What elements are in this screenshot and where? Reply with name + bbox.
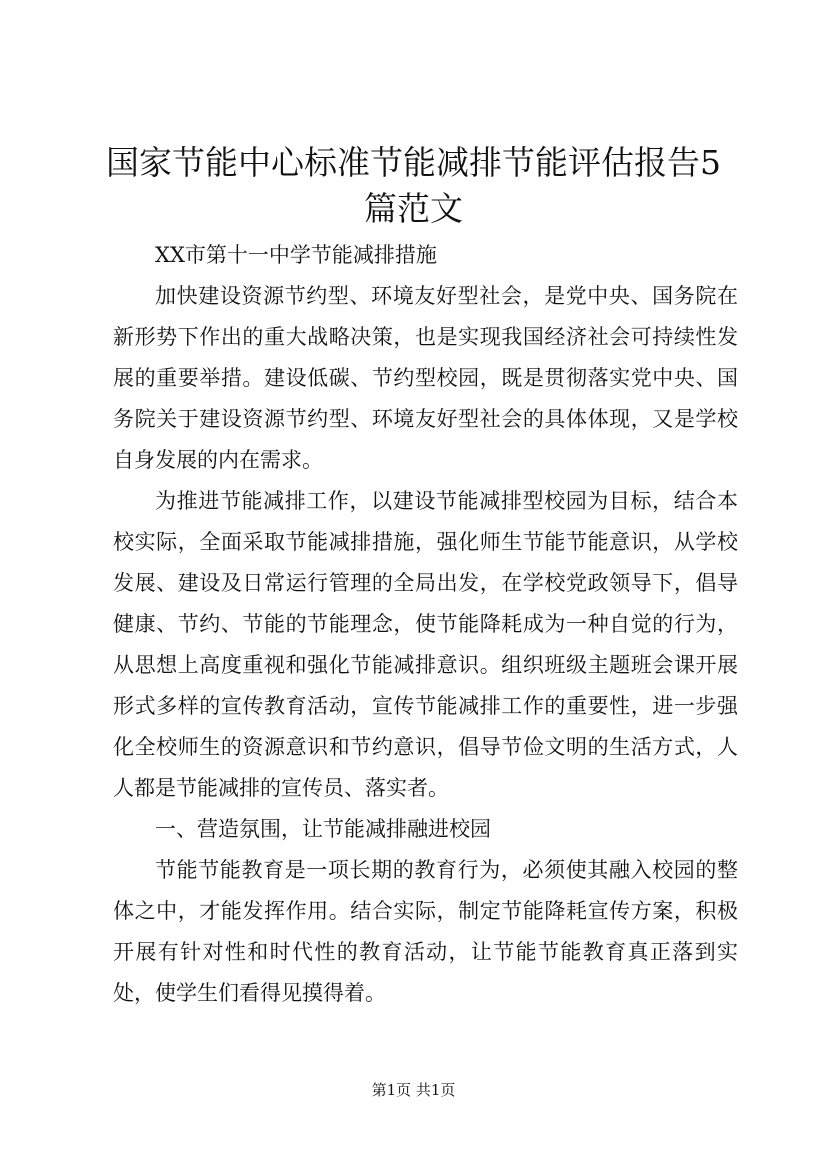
body-paragraph: 节能节能教育是一项长期的教育行为，必须使其融入校园的整体之中，才能发挥作用。结合实际，制定节能降耗宣传方案，积极开展有针对性和时代性的教育活动，让节能节能教育真正落到实处，使学生们看得见摸得着。: [113, 858, 738, 1005]
body-paragraph: 为推进节能减排工作，以建设节能减排型校园为目标，结合本校实际，全面采取节能减排措施，强化师生节能节能意识，从学校发展、建设及日常运行管理的全局出发，在学校党政领导下，倡导健康、节约、节能的节能理念，使节能降耗成为一种自觉的行为，从思想上高度重视和强化节能减排意识。组织班级主题班会课开展形式多样的宣传教育活动，宣传节能减排工作的重要性，进一步强化全校师生的资源意识和节约意识，倡导节俭文明的生活方式，人人都是节能减排的宣传员、落实者。: [113, 489, 738, 800]
page-footer: 第1页 共1页: [371, 1081, 456, 1099]
section-heading: 一、营造氛围，让节能减排融进校园: [155, 817, 491, 841]
document-body: [113, 235, 738, 1014]
document-title: 国家节能中心标准节能减排节能评估报告5篇范文: [106, 143, 721, 228]
body-paragraph: 加快建设资源节约型、环境友好型社会，是党中央、国务院在新形势下作出的重大战略决策，也是实现我国经济社会可持续性发展的重要举措。建设低碳、节约型校园，既是贯彻落实党中央、国务院关于建设资源节约型、环境友好型社会的具体体现，又是学校自身发展的内在需求。: [113, 284, 738, 472]
section-subtitle: XX市第十一中学节能减排措施: [155, 243, 437, 267]
